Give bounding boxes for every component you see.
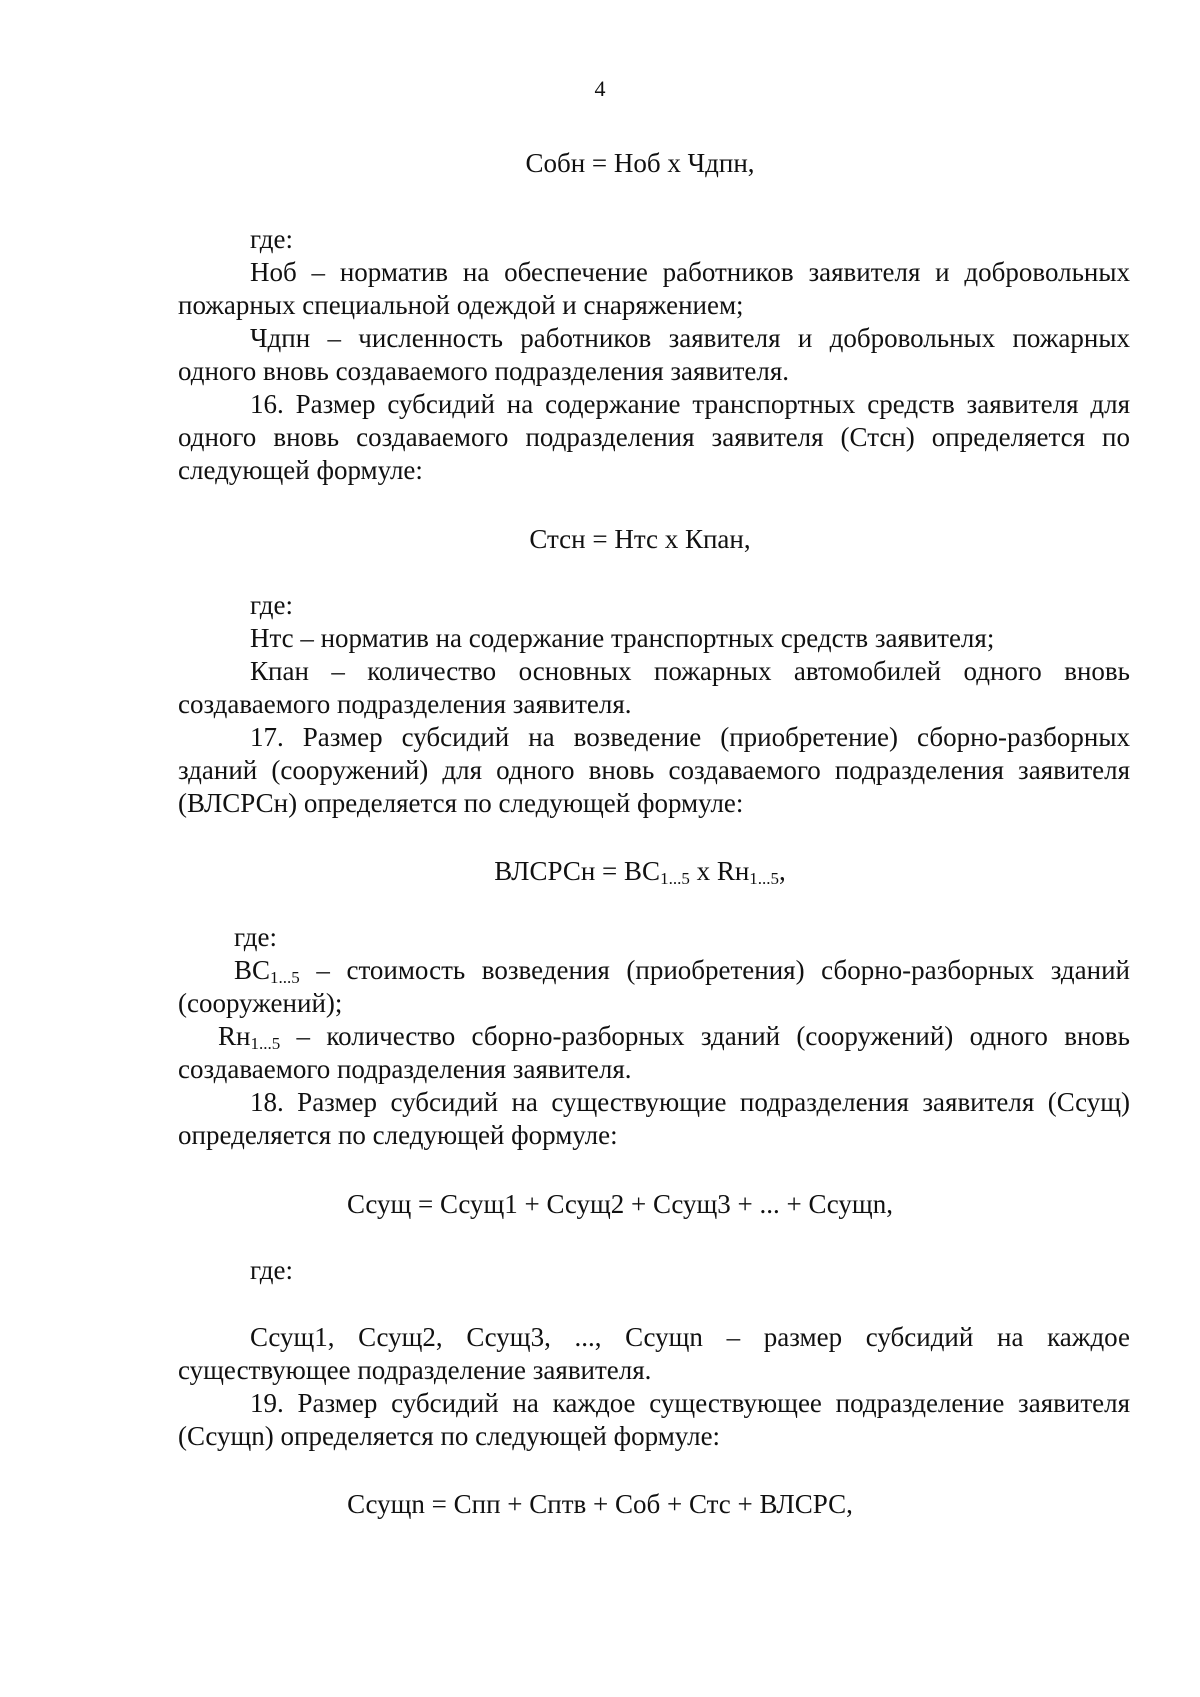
where-label-4: где: bbox=[250, 1255, 293, 1285]
vs-definition-line-1 bbox=[234, 953, 1130, 987]
nts-definition: Нтс – норматив на содержание транспортных средств заявителя; bbox=[250, 623, 995, 653]
formula-vlsrs-middle: х Rн bbox=[689, 856, 750, 886]
paragraph-18-line-2: определяется по следующей формуле: bbox=[178, 1120, 618, 1150]
formula-vlsrs-lhs: ВЛСРСн = ВС bbox=[494, 856, 661, 886]
formula-vlsrs bbox=[40, 854, 1200, 888]
rn-definition-line-2: создаваемого подразделения заявителя. bbox=[178, 1054, 632, 1084]
paragraph-18-line-1: 18. Размер субсидий на существующие подразделения заявителя (Ссущ) bbox=[250, 1087, 1130, 1117]
formula-vlsrs-subscript-1: 1...5 bbox=[660, 869, 690, 888]
paragraph-17-line-2: зданий (сооружений) для одного вновь создаваемого подразделения заявителя bbox=[178, 755, 1130, 785]
page-number: 4 bbox=[594, 76, 606, 101]
paragraph-19-line-1: 19. Размер субсидий на каждое существующее подразделение заявителя bbox=[250, 1388, 1130, 1418]
where-label-1: где: bbox=[250, 224, 293, 254]
vs-definition-text: – стоимость возведения (приобретения) сборно-разборных зданий bbox=[299, 955, 1130, 985]
formula-sobn: Собн = Ноб х Чдпн, bbox=[525, 148, 755, 178]
formula-vlsrs-subscript-2: 1...5 bbox=[749, 869, 780, 888]
kpan-definition-line-2: создаваемого подразделения заявителя. bbox=[178, 689, 632, 719]
rn-definition-text: – количество сборно-разборных зданий (сооружений) одного вновь bbox=[280, 1021, 1130, 1051]
chdpn-definition-line-1: Чдпн – численность работников заявителя и добровольных пожарных bbox=[250, 323, 1130, 353]
vs-definition-line-2: (сооружений); bbox=[178, 988, 343, 1018]
vs-symbol: ВС bbox=[234, 955, 271, 985]
rn-symbol: Rн bbox=[218, 1021, 251, 1051]
rn-definition-line-1 bbox=[218, 1019, 1130, 1053]
where-label-3: где: bbox=[234, 922, 277, 952]
paragraph-16-line-1: 16. Размер субсидий на содержание транспортных средств заявителя для bbox=[250, 389, 1130, 419]
nob-definition-line-2: пожарных специальной одеждой и снаряжением; bbox=[178, 290, 744, 320]
nob-definition-line-1: Ноб – норматив на обеспечение работников заявителя и добровольных bbox=[250, 257, 1130, 287]
kpan-definition-line-1: Кпан – количество основных пожарных автомобилей одного вновь bbox=[250, 656, 1130, 686]
ssusch-definition-line-1: Ссущ1, Ссущ2, Ссущ3, ..., Ссущn – размер субсидий на каждое bbox=[250, 1322, 1130, 1352]
paragraph-16-line-3: следующей формуле: bbox=[178, 455, 423, 485]
ssusch-definition-line-2: существующее подразделение заявителя. bbox=[178, 1355, 652, 1385]
where-label-2: где: bbox=[250, 590, 293, 620]
paragraph-16-line-2: одного вновь создаваемого подразделения заявителя (Стсн) определяется по bbox=[178, 422, 1130, 452]
paragraph-17-line-3: (ВЛСРСн) определяется по следующей формуле: bbox=[178, 788, 744, 818]
vs-subscript: 1...5 bbox=[270, 968, 300, 987]
paragraph-17-line-1: 17. Размер субсидий на возведение (приобретение) сборно-разборных bbox=[250, 722, 1130, 752]
formula-ssuschn: Ссущn = Спп + Сптв + Соб + Стс + ВЛСРС, bbox=[347, 1489, 853, 1519]
formula-vlsrs-end: , bbox=[779, 856, 786, 886]
chdpn-definition-line-2: одного вновь создаваемого подразделения заявителя. bbox=[178, 356, 790, 386]
formula-ssusch: Ссущ = Ссущ1 + Ссущ2 + Ссущ3 + ... + Ссущn, bbox=[347, 1189, 893, 1219]
formula-stsn: Стсн = Нтс х Кпан, bbox=[529, 524, 751, 554]
rn-subscript: 1...5 bbox=[250, 1034, 281, 1053]
paragraph-19-line-2: (Ссущn) определяется по следующей формуле: bbox=[178, 1421, 721, 1451]
